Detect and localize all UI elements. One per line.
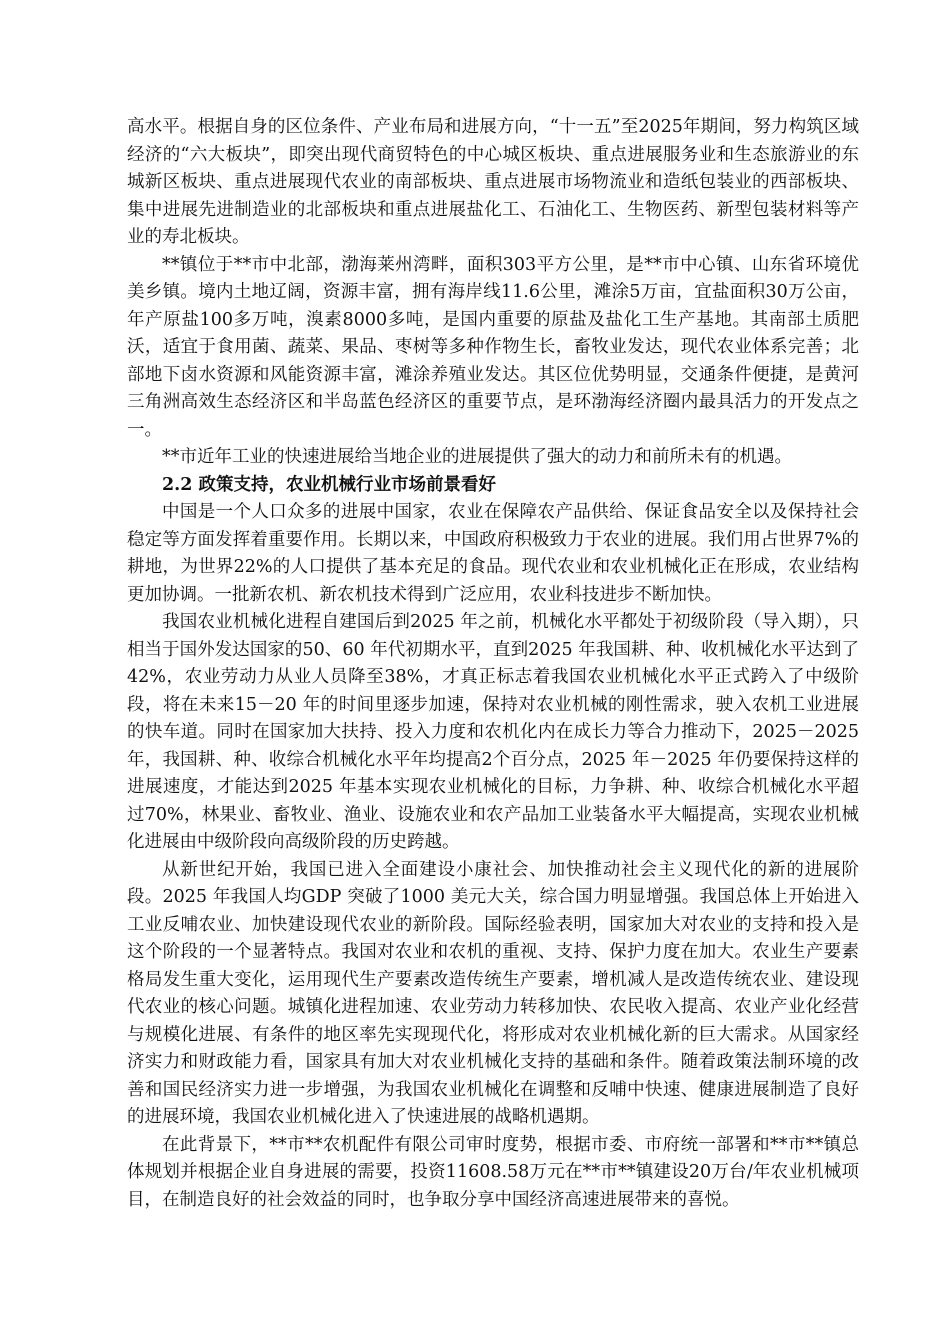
paragraph-industry-growth: **市近年工业的快速进展给当地企业的进展提供了强大的动力和前所未有的机遇。 [162, 447, 792, 467]
paragraph-regional-plates: 高水平。根据自身的区位条件、产业布局和进展方向，“十一五”至2025年期间，努力构筑区域经济的“六大板块”，即突出现代商贸特色的中心城区板块、重点进展服务业和生态旅游业的东城新区板块、重点进展现代农业的南部板块、重点进展市场物流业和造纸包装业的西部板块、集中进展先进制造业的北部板块和重点进展盐化工、石油化工、生物医药、新型包装材料等产业的寿北板块。 [127, 117, 859, 247]
paragraph-china-agriculture: 中国是一个人口众多的进展中国家，农业在保障农产品供给、保证食品安全以及保持社会稳定等方面发挥着重要作用。长期以来，中国政府积极致力于农业的进展。我们用占世界7%的耕地，为世界22%的人口提供了基本充足的食品。现代农业和农业机械化正在形成，农业结构更加协调。一批新农机、新农机技术得到广泛应用，农业科技进步不断加快。 [127, 502, 859, 605]
paragraph-mechanization-progress: 我国农业机械化进程自建国后到2025 年之前，机械化水平都处于初级阶段（导入期），只相当于国外发达国家的50、60 年代初期水平，直到2025 年我国耕、种、收机械化水平达到了42%，农业劳动力从业人员降至38%，才真正标志着我国农业机械化水平正式跨入了中级阶段，将在未来15－20 年的时间里逐步加速，保持对农业机械的刚性需求，驶入农机工业进展的快车道。同时在国家加大扶持、投入力度和农机化内在成长力等合力推动下，2025－2025年，我国耕、种、收综合机械化水平年均提高2个百分点，2025 年－2025 年仍要保持这样的进展速度，才能达到2025 年基本实现农业机械化的目标，力争耕、种、收综合机械化水平超过70%，林果业、畜牧业、渔业、设施农业和农产品加工业装备水平大幅提高，实现农业机械化进展由中级阶段向高级阶段的历史跨越。 [127, 612, 859, 852]
paragraph-project-background: 在此背景下，**市**农机配件有限公司审时度势，根据市委、市府统一部署和**市**镇总体规划并根据企业自身进展的需要，投资11608.58万元在**市**镇建设20万台/年农业机械项目，在制造良好的社会效益的同时，也争取分享中国经济高速进展带来的喜悦。 [127, 1134, 859, 1210]
paragraph-new-century: 从新世纪开始，我国已进入全面建设小康社会、加快推动社会主义现代化的新的进展阶段。2025 年我国人均GDP 突破了1000 美元大关，综合国力明显增强。我国总体上开始进入工业反哺农业、加快建设现代农业的新阶段。国际经验表明，国家加大对农业的支持和投入是这个阶段的一个显著特点。我国对农业和农机的重视、支持、保护力度在加大。农业生产要素格局发生重大变化，运用现代生产要素改造传统生产要素，增机减人是改造传统农业、建设现代农业的核心问题。城镇化进程加速、农业劳动力转移加快、农民收入提高、农业产业化经营与规模化进展、有条件的地区率先实现现代化，将形成对农业机械化新的巨大需求。从国家经济实力和财政能力看，国家具有加大对农业机械化支持的基础和条件。随着政策法制环境的改善和国民经济实力进一步增强，为我国农业机械化在调整和反哺中快速、健康进展制造了良好的进展环境，我国农业机械化进入了快速进展的战略机遇期。 [127, 859, 859, 1127]
document-page [127, 114, 859, 1214]
section-heading: 2.2 政策支持，农业机械行业市场前景看好 [162, 474, 497, 495]
paragraph-town-overview: **镇位于**市中北部，渤海莱州湾畔，面积303平方公里，是**市中心镇、山东省环境优美乡镇。境内土地辽阔，资源丰富，拥有海岸线11.6公里，滩涂5万亩，宜盐面积30万公亩，年产原盐100多万吨，溴素8000多吨，是国内重要的原盐及盐化工生产基地。其南部土质肥沃，适宜于食用菌、蔬菜、果品、枣树等多种作物生长，畜牧业发达，现代农业体系完善；北部地下卤水资源和风能资源丰富，滩涂养殖业发达。其区位优势明显，交通条件便捷，是黄河三角洲高效生态经济区和半岛蓝色经济区的重要节点，是环渤海经济圈内最具活力的开发点之一。 [127, 254, 859, 440]
